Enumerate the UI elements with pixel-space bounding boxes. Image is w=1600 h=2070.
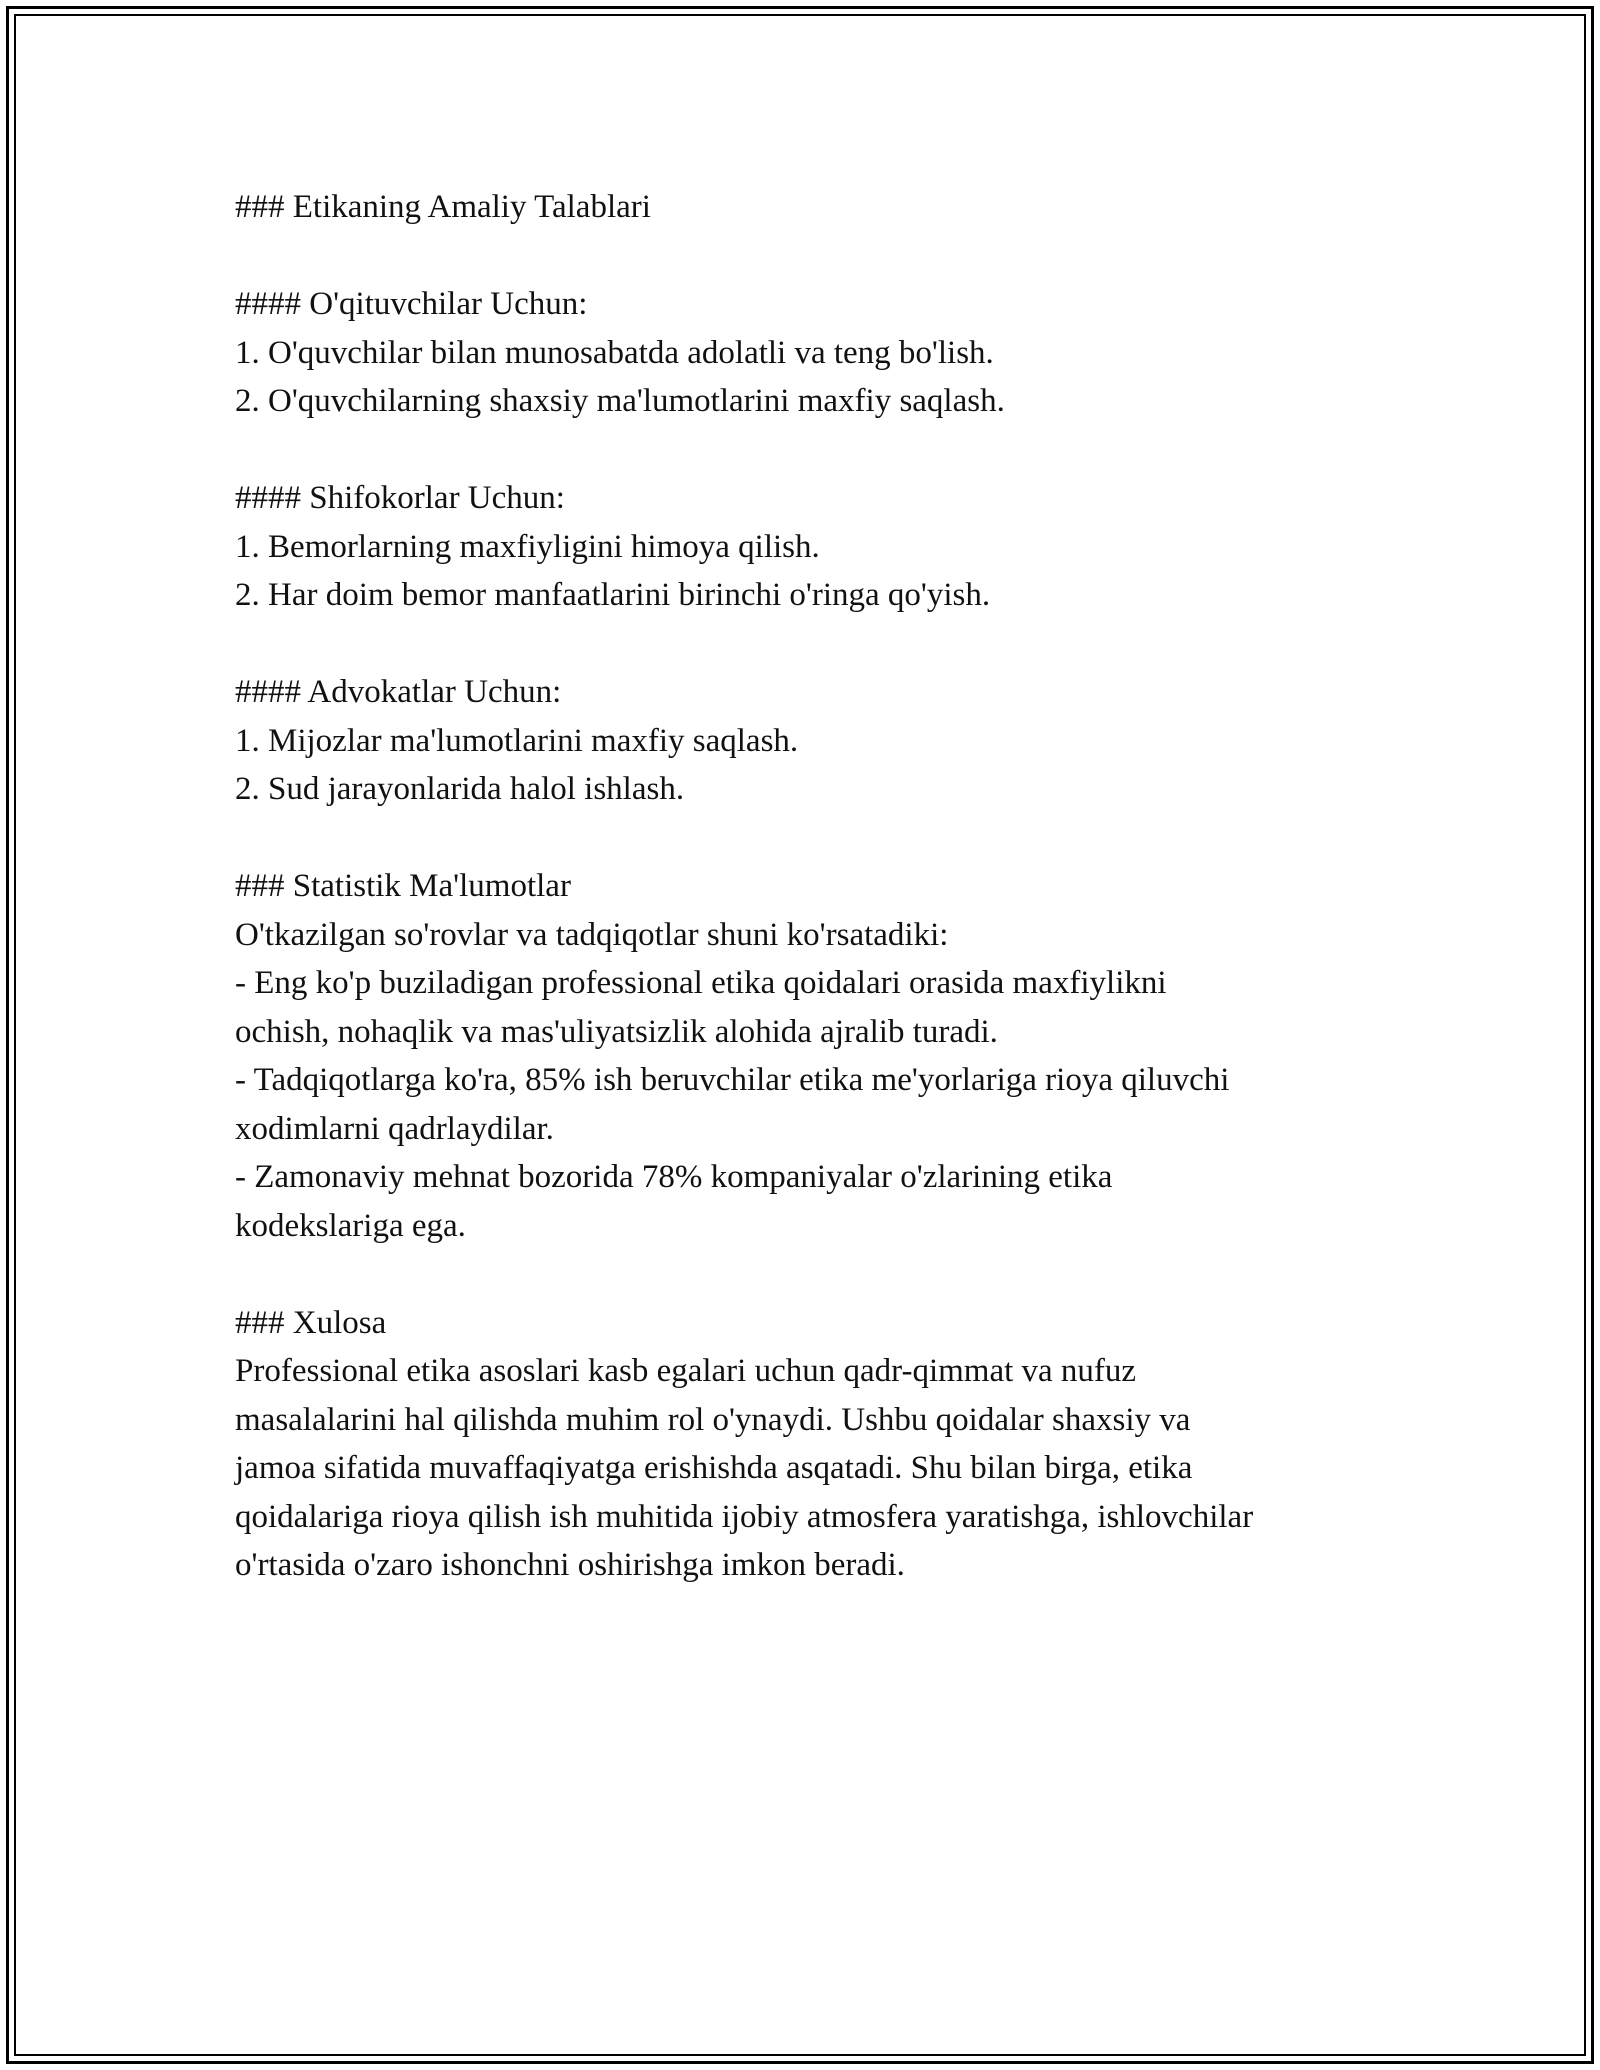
section-heading: ### Xulosa [235,1304,387,1341]
bullet-line: kodekslariga ega. [235,1207,466,1244]
list-item: 2. Sud jarayonlarida halol ishlash. [235,771,685,807]
bullet-line: - Zamonaviy mehnat bozorida 78% kompaniyalar o'zlarining etika [235,1159,1113,1195]
section-oqituvchilar [235,280,1385,426]
subsection-heading: #### Advokatlar Uchun: [235,674,562,710]
section-statistik [235,862,1385,1250]
section-heading: ### Statistik Ma'lumotlar [235,868,571,904]
bullet-line: xodimlarni qadrlaydilar. [235,1110,554,1147]
bullet-line: ochish, nohaqlik va mas'uliyatsizlik alohida ajralib turadi. [235,1013,998,1050]
section-amaliy-talablar [235,183,1385,232]
section-shifokorlar [235,474,1385,620]
list-item: 1. O'quvchilar bilan munosabatda adolatli va teng bo'lish. [235,334,994,371]
section-heading: ### Etikaning Amaliy Talablari [235,189,651,225]
document-body [235,183,1385,1638]
paragraph-line: masalalarini hal qilishda muhim rol o'ynaydi. Ushbu qoidalar shaxsiy va [235,1401,1191,1438]
bullet-line: - Eng ko'p buziladigan professional etika qoidalari orasida maxfiylikni [235,965,1167,1001]
paragraph-line: Professional etika asoslari kasb egalari uchun qadr-qimmat va nufuz [235,1353,1137,1389]
list-item: 1. Bemorlarning maxfiyligini himoya qilish. [235,528,820,565]
paragraph-line: O'tkazilgan so'rovlar va tadqiqotlar shuni ko'rsatadiki: [235,916,949,953]
list-item: 2. Har doim bemor manfaatlarini birinchi o'ringa qo'yish. [235,577,991,613]
subsection-heading: #### O'qituvchilar Uchun: [235,286,588,322]
bullet-line: - Tadqiqotlarga ko'ra, 85% ish beruvchilar etika me'yorlariga rioya qiluvchi [235,1062,1230,1098]
paragraph-line: o'rtasida o'zaro ishonchni oshirishga imkon beradi. [235,1547,905,1583]
paragraph-line: jamoa sifatida muvaffaqiyatga erishishda asqatadi. Shu bilan birga, etika [235,1450,1193,1486]
list-item: 1. Mijozlar ma'lumotlarini maxfiy saqlash. [235,722,799,759]
subsection-heading: #### Shifokorlar Uchun: [235,480,565,516]
list-item: 2. O'quvchilarning shaxsiy ma'lumotlarini maxfiy saqlash. [235,383,1005,419]
paragraph-line: qoidalariga rioya qilish ish muhitida ijobiy atmosfera yaratishga, ishlovchilar [235,1498,1254,1535]
section-xulosa [235,1299,1385,1590]
section-advokatlar [235,668,1385,814]
